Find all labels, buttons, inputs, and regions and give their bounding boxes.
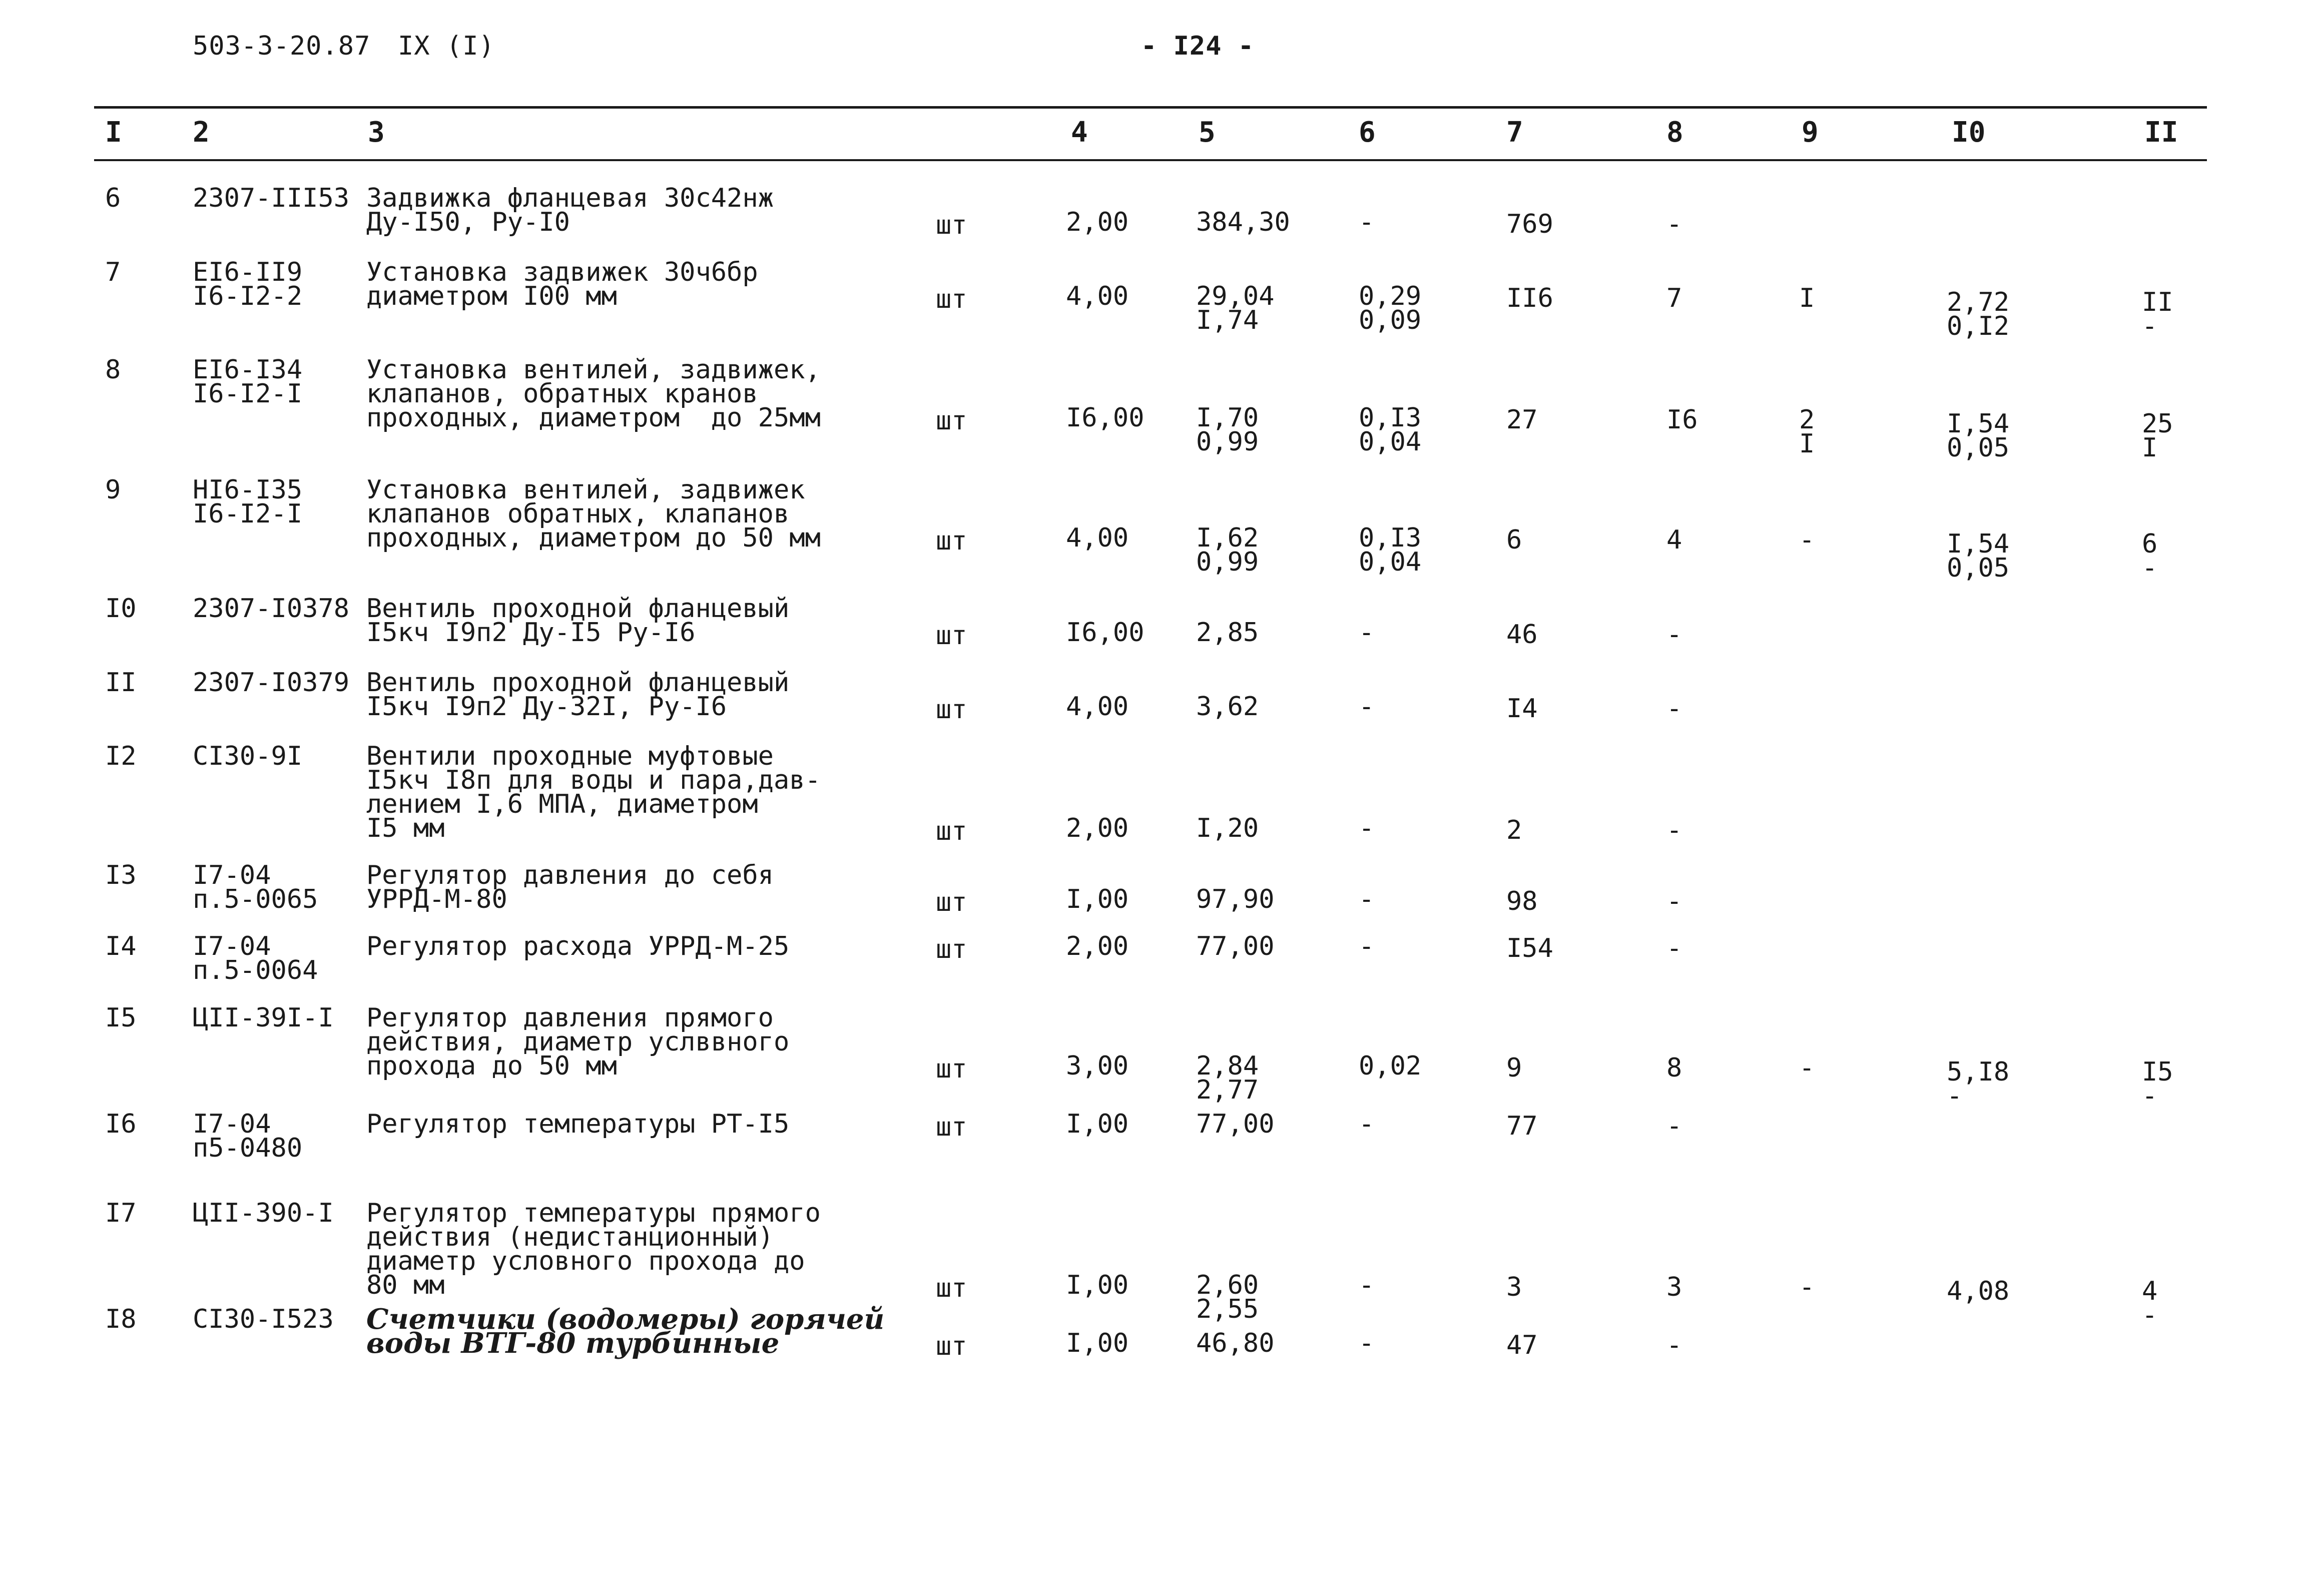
row-col8: -	[1666, 933, 1682, 963]
col-header-4: 4	[1071, 116, 1088, 149]
row-unit: шт	[936, 526, 967, 556]
row-number: I7	[105, 1198, 137, 1228]
row-description: Вентили проходные муфтовые	[366, 741, 774, 771]
row-description: Регулятор температуры РТ-I5	[366, 1109, 790, 1139]
row-col10: I,54	[1947, 529, 2010, 559]
row-number: I6	[105, 1109, 137, 1139]
row-description: 80 мм	[366, 1270, 445, 1300]
row-col11: I5	[2142, 1057, 2173, 1087]
row-col5: 0,99	[1196, 547, 1259, 577]
row-col5: 2,77	[1196, 1075, 1259, 1105]
row-col6: 0,02	[1359, 1051, 1422, 1081]
row-col6: -	[1359, 1328, 1375, 1358]
row-code: I7-04	[193, 1109, 271, 1139]
row-code: HI6-I35	[193, 475, 303, 505]
row-number: 6	[105, 183, 121, 213]
row-code: ЦII-390-I	[193, 1198, 334, 1228]
row-description: Вентиль проходной фланцевый	[366, 668, 790, 698]
row-unit: шт	[936, 406, 967, 436]
row-code: п5-0480	[193, 1133, 303, 1163]
row-number: I2	[105, 741, 137, 771]
row-quantity: 2,00	[1066, 207, 1129, 237]
row-col6: 0,29	[1359, 281, 1422, 311]
row-col11: 25	[2142, 409, 2173, 439]
row-col6: -	[1359, 1109, 1375, 1139]
row-col6: 0,I3	[1359, 403, 1422, 433]
row-code: I7-04	[193, 931, 271, 961]
row-col6: -	[1359, 618, 1375, 648]
row-col10: 0,05	[1947, 433, 2010, 463]
row-col11: -	[2142, 553, 2158, 583]
col-header-2: 2	[193, 116, 210, 149]
row-quantity: 2,00	[1066, 931, 1129, 961]
row-description: Установка задвижек 30ч6бр	[366, 257, 758, 287]
row-code: I6-I2-I	[193, 499, 303, 529]
row-col7: I4	[1506, 694, 1538, 724]
row-col6: 0,I3	[1359, 523, 1422, 553]
row-quantity: I,00	[1066, 1270, 1129, 1300]
row-unit: шт	[936, 816, 967, 846]
row-number: 8	[105, 355, 121, 385]
row-col9: 2	[1799, 405, 1815, 435]
row-unit: шт	[936, 1054, 967, 1084]
row-code: EI6-I34	[193, 355, 303, 385]
row-quantity: I,00	[1066, 884, 1129, 914]
row-description: Регулятор расхода УРРД-М-25	[366, 931, 790, 961]
row-number: I4	[105, 931, 137, 961]
row-description: проходных, диаметром до 25мм	[366, 403, 821, 433]
row-col7: II6	[1506, 283, 1553, 313]
row-col9: I	[1799, 283, 1815, 313]
row-col5: 46,80	[1196, 1328, 1275, 1358]
row-code: ЦII-39I-I	[193, 1003, 334, 1033]
row-col5: 77,00	[1196, 1109, 1275, 1139]
row-description: I5 мм	[366, 813, 445, 843]
row-code: EI6-II9	[193, 257, 303, 287]
row-col8: -	[1666, 694, 1682, 724]
row-description: действия, диаметр услввного	[366, 1027, 790, 1057]
row-col9: -	[1799, 1272, 1815, 1302]
row-col5: 2,55	[1196, 1294, 1259, 1324]
row-col11: 6	[2142, 529, 2158, 559]
row-quantity: 3,00	[1066, 1051, 1129, 1081]
row-col6: 0,04	[1359, 427, 1422, 457]
row-col8: 7	[1666, 283, 1682, 313]
row-col6: -	[1359, 1270, 1375, 1300]
row-code: п.5-0064	[193, 955, 318, 985]
row-col5: 2,85	[1196, 618, 1259, 648]
row-code: 2307-I0378	[193, 594, 350, 624]
col-header-7: 7	[1506, 116, 1523, 149]
row-col9: -	[1799, 525, 1815, 555]
row-col6: -	[1359, 931, 1375, 961]
row-col8: -	[1666, 1330, 1682, 1360]
row-col10: 4,08	[1947, 1276, 2010, 1306]
row-description: клапанов, обратных кранов	[366, 379, 758, 409]
row-col5: 77,00	[1196, 931, 1275, 961]
row-col9: -	[1799, 1053, 1815, 1083]
col-header-5: 5	[1199, 116, 1216, 149]
row-code: CI30-9I	[193, 741, 303, 771]
row-description: Регулятор давления прямого	[366, 1003, 774, 1033]
col-header-10: I0	[1952, 116, 1986, 149]
doc-code: 503-3-20.87	[193, 31, 371, 61]
row-col6: -	[1359, 207, 1375, 237]
row-description: клапанов обратных, клапанов	[366, 499, 790, 529]
row-col7: 47	[1506, 1330, 1538, 1360]
row-unit: шт	[936, 621, 967, 651]
row-description: действия (недистанционный)	[366, 1222, 774, 1252]
col-header-3: 3	[368, 116, 385, 149]
row-number: 9	[105, 475, 121, 505]
row-unit: шт	[936, 887, 967, 917]
row-col6: -	[1359, 692, 1375, 722]
row-col7: 9	[1506, 1053, 1522, 1083]
row-col11: 4	[2142, 1276, 2158, 1306]
row-description: I5кч I8п для воды и пара,дав-	[366, 765, 821, 795]
row-col10: 0,05	[1947, 553, 2010, 583]
col-header-6: 6	[1359, 116, 1376, 149]
row-code: 2307-I0379	[193, 668, 350, 698]
row-col6: -	[1359, 813, 1375, 843]
row-unit: шт	[936, 1331, 967, 1361]
row-col7: 2	[1506, 815, 1522, 845]
row-col7: 769	[1506, 209, 1553, 239]
row-col5: I,70	[1196, 403, 1259, 433]
row-description: Регулятор давления до себя	[366, 860, 774, 890]
row-unit: шт	[936, 1273, 967, 1303]
row-col11: I	[2142, 433, 2158, 463]
row-col5: 384,30	[1196, 207, 1290, 237]
row-col11: -	[2142, 1300, 2158, 1330]
row-code: п.5-0065	[193, 884, 318, 914]
row-quantity: 2,00	[1066, 813, 1129, 843]
row-col6: 0,04	[1359, 547, 1422, 577]
row-col10: 2,72	[1947, 287, 2010, 317]
row-col8: -	[1666, 620, 1682, 650]
row-quantity: I,00	[1066, 1109, 1129, 1139]
row-description: Вентиль проходной фланцевый	[366, 594, 790, 624]
row-quantity: I6,00	[1066, 403, 1144, 433]
row-quantity: 4,00	[1066, 692, 1129, 722]
row-code: 2307-III53	[193, 183, 350, 213]
row-quantity: I6,00	[1066, 618, 1144, 648]
row-description: диаметр условного прохода до	[366, 1246, 805, 1276]
row-unit: шт	[936, 934, 967, 964]
row-col11: -	[2142, 311, 2158, 341]
row-unit: шт	[936, 695, 967, 725]
row-code: I6-I2-2	[193, 281, 303, 311]
col-header-8: 8	[1666, 116, 1683, 149]
row-description: диаметром I00 мм	[366, 281, 617, 311]
row-col8: -	[1666, 209, 1682, 239]
row-col5: 0,99	[1196, 427, 1259, 457]
row-col8: I6	[1666, 405, 1698, 435]
row-col5: 3,62	[1196, 692, 1259, 722]
table-top-rule	[94, 106, 2207, 109]
row-number: I8	[105, 1304, 137, 1334]
row-quantity: 4,00	[1066, 281, 1129, 311]
row-number: I5	[105, 1003, 137, 1033]
row-col8: -	[1666, 815, 1682, 845]
row-col5: 97,90	[1196, 884, 1275, 914]
row-description: I5кч I9п2 Ду-32I, Ру-I6	[366, 692, 727, 722]
row-col8: 4	[1666, 525, 1682, 555]
row-description: Регулятор температуры прямого	[366, 1198, 821, 1228]
row-col7: 77	[1506, 1111, 1538, 1141]
row-unit: шт	[936, 284, 967, 314]
row-col10: 5,I8	[1947, 1057, 2010, 1087]
row-code: I6-I2-I	[193, 379, 303, 409]
row-col6: 0,09	[1359, 305, 1422, 335]
row-col6: -	[1359, 884, 1375, 914]
row-description: прохода до 50 мм	[366, 1051, 617, 1081]
row-col10: -	[1947, 1081, 1963, 1111]
row-col8: 8	[1666, 1053, 1682, 1083]
row-description: лением I,6 МПА, диаметром	[366, 789, 758, 819]
row-code: I7-04	[193, 860, 271, 890]
col-header-11: II	[2144, 116, 2178, 149]
row-description: Установка вентилей, задвижек,	[366, 355, 821, 385]
row-description: Задвижка фланцевая 30с42нж	[366, 183, 774, 213]
row-description: Ду-I50, Ру-I0	[366, 207, 570, 237]
row-col9: I	[1799, 429, 1815, 459]
section-label: IX (I)	[398, 31, 495, 61]
row-col11: II	[2142, 287, 2173, 317]
row-col8: -	[1666, 1111, 1682, 1141]
row-col10: I,54	[1947, 409, 2010, 439]
row-description: УРРД-М-80	[366, 884, 507, 914]
row-col10: 0,I2	[1947, 311, 2010, 341]
row-col7: 98	[1506, 886, 1538, 916]
row-col11: -	[2142, 1081, 2158, 1111]
row-description: Установка вентилей, задвижек	[366, 475, 805, 505]
row-col5: 29,04	[1196, 281, 1275, 311]
row-unit: шт	[936, 1112, 967, 1142]
table-header-rule	[94, 159, 2207, 161]
row-col5: I,20	[1196, 813, 1259, 843]
row-col5: 2,60	[1196, 1270, 1259, 1300]
row-description: проходных, диаметром до 50 мм	[366, 523, 821, 553]
row-col5: 2,84	[1196, 1051, 1259, 1081]
row-col7: 3	[1506, 1272, 1522, 1302]
row-number: I0	[105, 594, 137, 624]
row-col7: I54	[1506, 933, 1553, 963]
row-description: воды ВТГ-80 турбинные	[366, 1327, 780, 1360]
row-col7: 46	[1506, 620, 1538, 650]
row-unit: шт	[936, 210, 967, 240]
row-col8: -	[1666, 886, 1682, 916]
row-number: II	[105, 668, 137, 698]
col-header-9: 9	[1802, 116, 1819, 149]
row-col7: 27	[1506, 405, 1538, 435]
row-quantity: I,00	[1066, 1328, 1129, 1358]
row-description: Счетчики (водомеры) горячей	[366, 1303, 885, 1336]
row-number: 7	[105, 257, 121, 287]
page-number: - I24 -	[1141, 31, 1255, 61]
row-col5: I,62	[1196, 523, 1259, 553]
row-col7: 6	[1506, 525, 1522, 555]
row-quantity: 4,00	[1066, 523, 1129, 553]
row-description: I5кч I9п2 Ду-I5 Ру-I6	[366, 618, 696, 648]
row-col8: 3	[1666, 1272, 1682, 1302]
row-code: CI30-I523	[193, 1304, 334, 1334]
row-col5: I,74	[1196, 305, 1259, 335]
row-number: I3	[105, 860, 137, 890]
col-header-1: I	[105, 116, 122, 149]
